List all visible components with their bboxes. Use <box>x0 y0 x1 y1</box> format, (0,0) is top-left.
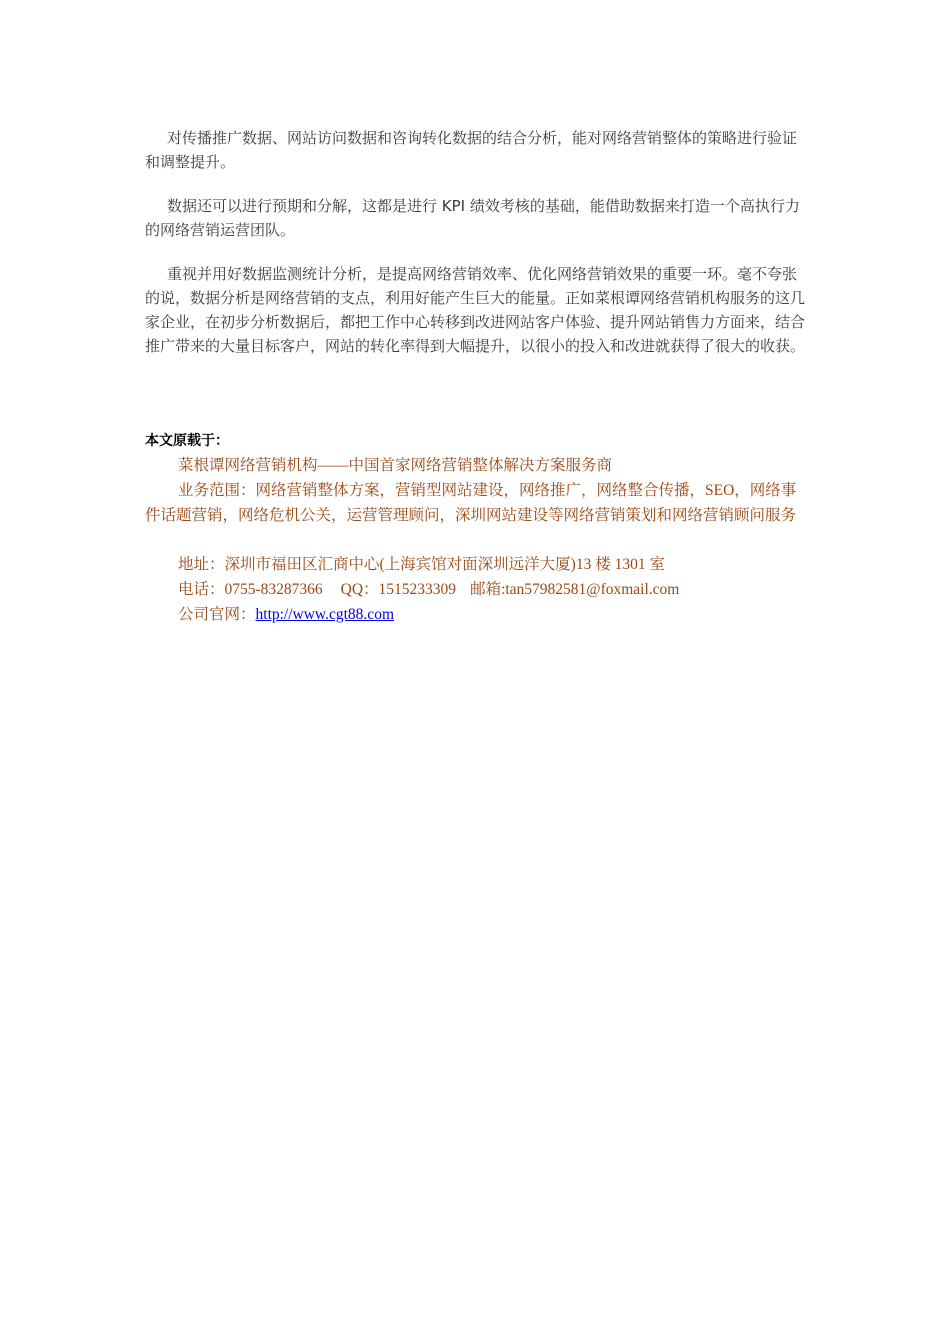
source-contact <box>145 577 810 602</box>
address-text: 地址：深圳市福田区汇商中心(上海宾馆对面深圳远洋大厦)13 楼 1301 室 <box>178 556 665 573</box>
source-address <box>145 552 810 577</box>
website-link[interactable]: http://www.cgt88.com <box>255 606 394 623</box>
paragraph-conclusion <box>145 262 810 358</box>
source-organization <box>145 453 810 478</box>
qq-text: QQ：1515233309 <box>340 581 457 598</box>
phone-text: 电话：0755-83287366 <box>178 581 323 598</box>
source-business-scope <box>145 478 810 528</box>
business-scope-text: 业务范围：网络营销整体方案，营销型网站建设，网络推广，网络整合传播，SEO，网络事件话题营销，网络危机公关，运营管理顾问，深圳网站建设等网络营销策划和网络营销顾问服务 <box>145 482 797 524</box>
source-heading: 本文原载于： <box>145 433 229 449</box>
email-text: 邮箱:tan57982581@foxmail.com <box>470 581 680 598</box>
paragraph-kpi <box>145 194 810 242</box>
organization-text: 菜根谭网络营销机构——中国首家网络营销整体解决方案服务商 <box>178 457 613 474</box>
paragraph-text: 对传播推广数据、网站访问数据和咨询转化数据的结合分析，能对网络营销整体的策略进行验证和调整提升。 <box>145 129 798 171</box>
paragraph-text: 数据还可以进行预期和分解，这都是进行 KPI 绩效考核的基础，能借助数据来打造一个高执行力的网络营销运营团队。 <box>145 197 800 239</box>
source-website <box>145 602 810 627</box>
paragraph-data-analysis <box>145 126 810 174</box>
paragraph-text: 重视并用好数据监测统计分析，是提高网络营销效率、优化网络营销效果的重要一环。毫不夸张的说，数据分析是网络营销的支点，利用好能产生巨大的能量。正如菜根谭网络营销机构服务的这几家企业，在初步分析数据后，都把工作中心转移到改进网站客户体验、提升网站销售力方面来，结合推广带来的大量目标客户，网站的转化率得到大幅提升，以很小的投入和改进就获得了很大的收获。 <box>145 265 806 355</box>
website-label: 公司官网： <box>178 606 256 623</box>
